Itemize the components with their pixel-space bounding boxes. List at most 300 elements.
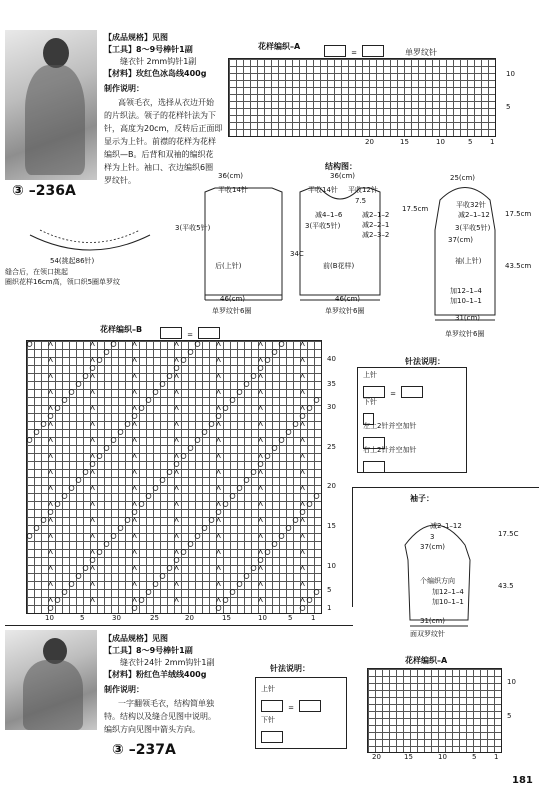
yarn-over-symbol: [55, 406, 60, 411]
sleeve-small-inc: 加12–1–4: [432, 588, 464, 596]
front-dec: 减2–1–2: [362, 211, 390, 219]
decrease-symbol: [49, 406, 53, 410]
decrease-symbol: [49, 438, 53, 442]
sleeve-small-rib: 面双罗纹针: [410, 630, 445, 638]
col-label: 10: [436, 138, 445, 146]
decrease-symbol: [91, 358, 95, 362]
decrease-symbol: [175, 438, 179, 442]
back-rib: 单罗纹针6圈: [212, 307, 252, 315]
pattern-b-col-label: 5: [288, 614, 293, 622]
yarn-over-symbol: [41, 422, 46, 427]
decrease-symbol: [259, 486, 263, 490]
front-dec: 减4–1–6: [315, 211, 343, 219]
collar-note: 54(挑起86针): [50, 257, 95, 265]
pattern-a-title: 花样编织–A: [258, 42, 301, 51]
yarn-over-symbol: [160, 478, 165, 483]
yarn-over-symbol: [230, 398, 235, 403]
sleeve-cap: 17.5cm: [505, 210, 532, 218]
yarn-over-symbol: [97, 550, 102, 555]
decrease-symbol: [91, 390, 95, 394]
yarn-over-symbol: [41, 518, 46, 523]
pattern-b-col-label: 25: [150, 614, 159, 622]
decrease-symbol: [91, 454, 95, 458]
sleeve-small-title: 袖子：: [410, 494, 434, 503]
yarn-over-symbol: [125, 422, 130, 427]
yarn-over-symbol: [125, 518, 130, 523]
sleeve-inc: 加10–1–1: [450, 297, 482, 305]
decrease-symbol: [217, 342, 221, 346]
decrease-symbol: [259, 582, 263, 586]
sleeve-bottom: 31(cm): [455, 314, 481, 322]
decrease-symbol: [259, 502, 263, 506]
front-flat-cast: 平收14针: [308, 186, 338, 194]
row-label: 5: [506, 103, 511, 111]
decrease-symbol: [301, 470, 305, 474]
pattern-b-row-label: 15: [327, 522, 336, 530]
pattern-b-title: 花样编织–B: [100, 325, 143, 334]
decrease-symbol: [91, 598, 95, 602]
yarn-over-symbol: [223, 406, 228, 411]
decrease-symbol: [49, 534, 53, 538]
decrease-symbol: [217, 598, 221, 602]
decrease-symbol: [175, 390, 179, 394]
decrease-symbol: [49, 470, 53, 474]
yarn-over-symbol: [90, 558, 95, 563]
sleeve-small-width: 37(cm): [420, 543, 446, 551]
decrease-symbol: [217, 534, 221, 538]
page-number: 181: [512, 775, 533, 786]
tools-label-2: 【工具】8～9号棒针1副: [104, 646, 193, 655]
yarn-over-symbol: [209, 518, 214, 523]
yarn-over-symbol: [139, 502, 144, 507]
yarn-over-symbol: [293, 518, 298, 523]
decrease-symbol: [301, 454, 305, 458]
col-label-2: 5: [472, 753, 477, 761]
decrease-symbol: [301, 534, 305, 538]
decrease-symbol: [217, 454, 221, 458]
legend-2-upper: 上针: [261, 685, 275, 693]
method-line-2: 特。结构以及缝合见图中说明。: [104, 712, 216, 721]
yarn-over-symbol: [153, 486, 158, 491]
col-label-2: 20: [372, 753, 381, 761]
yarn-over-symbol: [139, 598, 144, 603]
decrease-symbol: [49, 502, 53, 506]
yarn-over-symbol: [202, 526, 207, 531]
pattern-b-symbols: [26, 340, 320, 612]
decrease-symbol: [217, 470, 221, 474]
legend-upper: 上针: [363, 371, 377, 379]
yarn-over-symbol: [286, 430, 291, 435]
legend-2-lower-key: [261, 726, 283, 745]
yarn-over-symbol: [76, 382, 81, 387]
material-label: 【材料】玫红色冰岛线400g: [104, 69, 207, 78]
yarn-over-symbol: [272, 542, 277, 547]
yarn-over-symbol: [307, 406, 312, 411]
decrease-symbol: [175, 598, 179, 602]
decrease-symbol: [133, 534, 137, 538]
yarn-over-symbol: [272, 446, 277, 451]
yarn-over-symbol: [34, 430, 39, 435]
method-line: 高领毛衣，选择从衣边开始: [118, 98, 214, 107]
yarn-over-symbol: [300, 510, 305, 515]
yarn-over-symbol: [216, 606, 221, 611]
yarn-over-symbol: [272, 350, 277, 355]
yarn-over-symbol: [48, 510, 53, 515]
decrease-symbol: [217, 438, 221, 442]
yarn-over-symbol: [62, 398, 67, 403]
yarn-over-symbol: [279, 342, 284, 347]
decrease-symbol: [217, 582, 221, 586]
sleeve-flat: 平收32针: [456, 201, 486, 209]
decrease-symbol: [49, 518, 53, 522]
yarn-over-symbol: [104, 542, 109, 547]
back-center: 后(上针): [215, 262, 242, 270]
yarn-over-symbol: [300, 414, 305, 419]
yarn-over-symbol: [230, 494, 235, 499]
yarn-over-symbol: [111, 534, 116, 539]
yarn-over-symbol: [132, 510, 137, 515]
yarn-over-symbol: [146, 398, 151, 403]
yarn-over-symbol: [83, 470, 88, 475]
method-line: 显示为上针。前襟的花样为花样: [104, 137, 216, 146]
decrease-symbol: [301, 550, 305, 554]
structure-title: 结构图：: [325, 162, 357, 171]
yarn-over-symbol: [167, 566, 172, 571]
col-label: 15: [400, 138, 409, 146]
decrease-symbol: [133, 518, 137, 522]
decrease-symbol: [259, 390, 263, 394]
decrease-symbol: [133, 550, 137, 554]
yarn-over-symbol: [188, 542, 193, 547]
decrease-symbol: [259, 358, 263, 362]
row-label: 10: [506, 70, 515, 78]
yarn-over-symbol: [83, 566, 88, 571]
stitch-legend-2-box: [255, 677, 347, 749]
collar-note: 缝合后，在领口挑起: [5, 268, 68, 276]
pattern-a-grid-top: [228, 58, 496, 137]
yarn-over-symbol: [132, 606, 137, 611]
spec-label-2: 【成品规格】见图: [104, 634, 168, 643]
yarn-over-symbol: [314, 590, 319, 595]
yarn-over-symbol: [237, 582, 242, 587]
pattern-b-col-label: 10: [258, 614, 267, 622]
pattern-b-row-label: 30: [327, 403, 336, 411]
model-photo-237a: [5, 630, 97, 730]
pattern-b-row-label: 25: [327, 443, 336, 451]
yarn-over-symbol: [258, 558, 263, 563]
yarn-over-symbol: [160, 382, 165, 387]
yarn-over-symbol: [146, 590, 151, 595]
yarn-over-symbol: [188, 446, 193, 451]
yarn-over-symbol: [69, 582, 74, 587]
decrease-symbol: [133, 406, 137, 410]
yarn-over-symbol: [314, 398, 319, 403]
sleeve-top-dim: 25(cm): [450, 174, 476, 182]
yarn-over-symbol: [237, 390, 242, 395]
decrease-symbol: [91, 518, 95, 522]
decrease-symbol: [217, 358, 221, 362]
method-line: 编织—B。后背和双袖的编织花: [104, 150, 214, 159]
spec-label: 【成品规格】见图: [104, 33, 168, 42]
stitch-legend-title: 针法说明：: [405, 357, 445, 366]
yarn-over-symbol: [55, 502, 60, 507]
yarn-over-symbol: [230, 590, 235, 595]
front-rib: 单罗纹针6圈: [325, 307, 365, 315]
yarn-over-symbol: [153, 390, 158, 395]
pattern-b-row-label: 35: [327, 380, 336, 388]
decrease-symbol: [175, 486, 179, 490]
pattern-a-rib-label: 单罗纹针: [405, 48, 437, 57]
yarn-over-symbol: [195, 438, 200, 443]
decrease-symbol: [133, 582, 137, 586]
decrease-symbol: [217, 374, 221, 378]
decrease-symbol: [49, 566, 53, 570]
yarn-over-symbol: [111, 342, 116, 347]
decrease-symbol: [259, 374, 263, 378]
decrease-symbol: [301, 358, 305, 362]
yarn-over-symbol: [90, 366, 95, 371]
yarn-over-symbol: [251, 470, 256, 475]
yarn-over-symbol: [258, 462, 263, 467]
yarn-over-symbol: [62, 494, 67, 499]
yarn-over-symbol: [195, 534, 200, 539]
col-label-2: 15: [404, 753, 413, 761]
col-label: 1: [490, 138, 495, 146]
yarn-over-symbol: [258, 366, 263, 371]
decrease-symbol: [217, 422, 221, 426]
decrease-symbol: [301, 342, 305, 346]
col-label-2: 1: [494, 753, 499, 761]
pattern-b-row-label: 1: [327, 604, 332, 612]
decrease-symbol: [49, 358, 53, 362]
decrease-symbol: [301, 390, 305, 394]
decrease-symbol: [175, 454, 179, 458]
back-bottom: 46(cm): [220, 295, 246, 303]
method-line-2: 编织方向见图中箭头方向。: [104, 725, 200, 734]
decrease-symbol: [49, 390, 53, 394]
method-line-2: 一字翻领毛衣，结构简单独: [118, 699, 214, 708]
front-neck: 平收12针: [348, 186, 378, 194]
yarn-over-symbol: [314, 494, 319, 499]
legend-k2-right: 左上2针并空加针: [363, 422, 417, 430]
tools-label: 【工具】8～9号棒针1副: [104, 45, 193, 54]
yarn-over-symbol: [188, 350, 193, 355]
front-side: 3(平收5针): [305, 222, 341, 230]
yarn-over-symbol: [202, 430, 207, 435]
decrease-symbol: [175, 342, 179, 346]
decrease-symbol: [49, 582, 53, 586]
decrease-symbol: [133, 374, 137, 378]
decrease-symbol: [259, 566, 263, 570]
decrease-symbol: [301, 374, 305, 378]
sleeve-small-dir: 个编织方向: [420, 577, 455, 585]
yarn-over-symbol: [251, 566, 256, 571]
method-line: 样为上针。袖口、衣边编织6圈: [104, 163, 214, 172]
decrease-symbol: [217, 566, 221, 570]
yarn-over-symbol: [55, 598, 60, 603]
back-height: 34C: [290, 250, 304, 258]
method-line: 针，高度为20cm，反转后正面即: [104, 124, 223, 133]
decrease-symbol: [217, 390, 221, 394]
decrease-symbol: [91, 422, 95, 426]
decrease-symbol: [91, 342, 95, 346]
yarn-over-symbol: [174, 462, 179, 467]
yarn-over-symbol: [104, 350, 109, 355]
yarn-over-symbol: [181, 454, 186, 459]
yarn-over-symbol: [286, 526, 291, 531]
decrease-symbol: [49, 374, 53, 378]
decrease-symbol: [91, 502, 95, 506]
decrease-symbol: [175, 406, 179, 410]
yarn-over-symbol: [265, 358, 270, 363]
section-divider: [352, 487, 353, 607]
yarn-over-symbol: [76, 574, 81, 579]
decrease-symbol: [259, 518, 263, 522]
pattern-a-key: =: [324, 40, 384, 59]
decrease-symbol: [133, 438, 137, 442]
legend-k2-left-key: [363, 456, 385, 475]
yarn-over-symbol: [27, 534, 32, 539]
yarn-over-symbol: [265, 550, 270, 555]
yarn-over-symbol: [223, 598, 228, 603]
pattern-b-col-label: 20: [185, 614, 194, 622]
decrease-symbol: [175, 550, 179, 554]
legend-k2-left: 右上2针并空加针: [363, 446, 417, 454]
yarn-over-symbol: [279, 438, 284, 443]
material-label-2: 【材料】粉红色羊绒线400g: [104, 670, 207, 679]
decrease-symbol: [49, 422, 53, 426]
yarn-over-symbol: [265, 454, 270, 459]
decrease-symbol: [217, 518, 221, 522]
legend-2-upper-key: =: [261, 695, 321, 714]
decrease-symbol: [91, 534, 95, 538]
front-dec: 7.5: [355, 197, 367, 205]
yarn-over-symbol: [118, 526, 123, 531]
decrease-symbol: [91, 438, 95, 442]
method-title-2: 制作说明：: [104, 685, 144, 694]
pattern-b-col-label: 15: [222, 614, 231, 622]
decrease-symbol: [133, 470, 137, 474]
yarn-over-symbol: [97, 454, 102, 459]
decrease-symbol: [91, 374, 95, 378]
pattern-b-col-label: 10: [45, 614, 54, 622]
decrease-symbol: [175, 566, 179, 570]
decrease-symbol: [259, 598, 263, 602]
decrease-symbol: [259, 438, 263, 442]
decrease-symbol: [301, 598, 305, 602]
sleeve-side: 3(平收5针): [455, 224, 491, 232]
yarn-over-symbol: [160, 574, 165, 579]
front-dec: 减2–2–1: [362, 221, 390, 229]
legend-lower: 下针: [363, 398, 377, 406]
yarn-over-symbol: [244, 382, 249, 387]
decrease-symbol: [49, 454, 53, 458]
yarn-over-symbol: [146, 494, 151, 499]
decrease-symbol: [301, 486, 305, 490]
legend-upper-key: =: [363, 381, 423, 400]
yarn-over-symbol: [34, 526, 39, 531]
decrease-symbol: [301, 582, 305, 586]
pattern-b-key: =: [160, 322, 220, 341]
yarn-over-symbol: [139, 406, 144, 411]
yarn-over-symbol: [223, 502, 228, 507]
section-divider: [5, 625, 353, 626]
front-bottom: 46(cm): [335, 295, 361, 303]
pattern-b-col-label: 5: [80, 614, 85, 622]
yarn-over-symbol: [27, 438, 32, 443]
decrease-symbol: [133, 454, 137, 458]
stitch-legend-box: [357, 367, 467, 473]
model-photo-236a: [5, 30, 97, 180]
yarn-over-symbol: [153, 582, 158, 587]
row-label-2: 5: [507, 712, 512, 720]
decrease-symbol: [217, 486, 221, 490]
col-label-2: 10: [438, 753, 447, 761]
yarn-over-symbol: [293, 422, 298, 427]
decrease-symbol: [49, 598, 53, 602]
sleeve-dec: 减2–1–12: [458, 211, 490, 219]
decrease-symbol: [49, 342, 53, 346]
yarn-over-symbol: [111, 438, 116, 443]
decrease-symbol: [259, 470, 263, 474]
decrease-symbol: [259, 550, 263, 554]
decrease-symbol: [133, 358, 137, 362]
yarn-over-symbol: [195, 342, 200, 347]
decrease-symbol: [175, 374, 179, 378]
decrease-symbol: [91, 486, 95, 490]
decrease-symbol: [175, 518, 179, 522]
yarn-over-symbol: [174, 558, 179, 563]
decrease-symbol: [91, 470, 95, 474]
decrease-symbol: [175, 470, 179, 474]
stitch-legend-2-title: 针法说明：: [270, 664, 310, 673]
decrease-symbol: [133, 390, 137, 394]
model-number-236a: ③ –236A: [12, 183, 76, 199]
sleeve-inc: 加12–1–4: [450, 287, 482, 295]
model-number-237a: ③ –237A: [112, 742, 176, 758]
decrease-symbol: [217, 502, 221, 506]
legend-2-lower: 下针: [261, 716, 275, 724]
front-center: 前(B花样): [323, 262, 355, 270]
yarn-over-symbol: [244, 574, 249, 579]
col-label: 20: [365, 138, 374, 146]
pattern-a-bottom-title: 花样编织–A: [405, 656, 448, 665]
sleeve-small-inc: 加10–1–1: [432, 598, 464, 606]
decrease-symbol: [175, 502, 179, 506]
pattern-b-row-label: 20: [327, 482, 336, 490]
yarn-over-symbol: [27, 342, 32, 347]
front-height: 17.5cm: [402, 205, 429, 213]
decrease-symbol: [133, 598, 137, 602]
collar-note: 圈织花样16cm高，领口织5圈单罗纹: [5, 278, 121, 286]
decrease-symbol: [175, 582, 179, 586]
yarn-over-symbol: [307, 502, 312, 507]
yarn-over-symbol: [167, 470, 172, 475]
decrease-symbol: [301, 502, 305, 506]
sleeve-small-height: 43.5: [498, 582, 514, 590]
yarn-over-symbol: [216, 414, 221, 419]
yarn-over-symbol: [279, 534, 284, 539]
decrease-symbol: [133, 566, 137, 570]
sleeve-small-cap: 17.5C: [498, 530, 519, 538]
decrease-symbol: [301, 438, 305, 442]
sleeve-small-side: 3: [430, 533, 435, 541]
yarn-over-symbol: [90, 462, 95, 467]
row-label-2: 10: [507, 678, 516, 686]
yarn-over-symbol: [181, 358, 186, 363]
yarn-over-symbol: [307, 598, 312, 603]
sleeve-small-dec: 减2–1–12: [430, 522, 462, 530]
